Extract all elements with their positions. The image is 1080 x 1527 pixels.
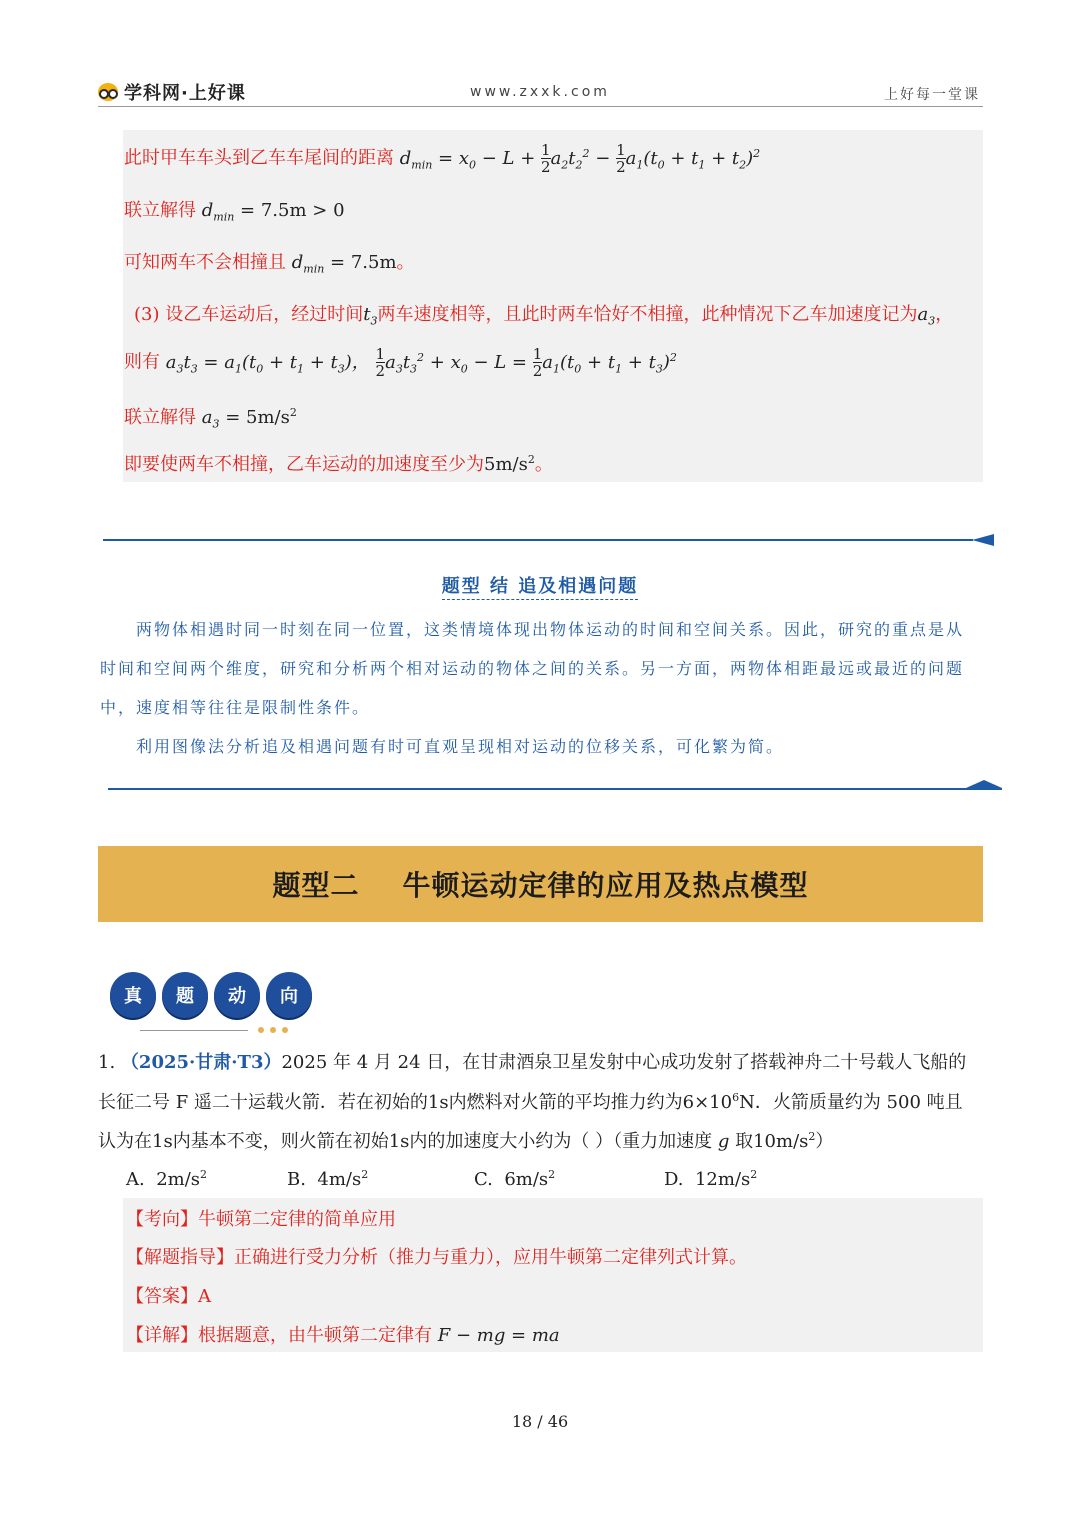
solution-text: 则有 bbox=[124, 351, 160, 373]
owl-logo-icon bbox=[98, 83, 118, 101]
logo bbox=[98, 80, 246, 104]
solution-line-7: 即要使两车不相撞，乙车运动的加速度至少为$5m/s^2$。 bbox=[124, 453, 553, 475]
thrust-unit: N bbox=[739, 1092, 755, 1113]
option-d[interactable]: D. $12m/s^2$ bbox=[664, 1168, 758, 1190]
fraction-half: $\frac{1}{2}$ bbox=[532, 345, 543, 380]
header-divider bbox=[98, 106, 983, 107]
solution-text: 可知两车不会相撞且 bbox=[124, 252, 286, 273]
thrust-value: 6×10 bbox=[682, 1092, 733, 1113]
punctuation: ， bbox=[935, 304, 954, 325]
summary-paragraph-2: 利用图像法分析追及相遇问题有时可直观呈现相对运动的位移关系，可化繁为简。 bbox=[136, 737, 785, 756]
question-line-2 bbox=[98, 1088, 988, 1114]
formula-dmin: $d_{min} = x_0 - L$ + bbox=[399, 147, 542, 172]
answer-detail bbox=[126, 1321, 560, 1347]
option-value: 2m/s bbox=[156, 1169, 201, 1190]
summary-title bbox=[0, 572, 1080, 598]
answer-guidance: 【解题指导】正确进行受力分析（推力与重力），应用牛顿第二定律列式计算。 bbox=[126, 1247, 747, 1268]
question-line-1 bbox=[98, 1048, 988, 1074]
page-number: 18 / 46 bbox=[511, 1412, 569, 1431]
punctuation: ） bbox=[815, 1131, 834, 1152]
solution-line-2 bbox=[124, 196, 345, 224]
thrust-exponent: 6 bbox=[732, 1091, 740, 1104]
solution-line-3 bbox=[124, 248, 415, 276]
solution-text: 此时甲车车头到乙车车尾间的距离 bbox=[124, 147, 394, 169]
header-slogan: 上好每一堂课 bbox=[884, 87, 980, 103]
formula-part: $a_3t_3^2 + x_0 - L$ = bbox=[385, 350, 533, 376]
solution-text: 联立解得 bbox=[124, 407, 196, 428]
fraction-half: $\frac{1}{2}$ bbox=[375, 345, 386, 380]
question-text: 长征二号 F 遥二十运载火箭．若在初始的1s内燃料对火箭的平均推力约为 bbox=[98, 1092, 683, 1113]
option-a[interactable]: A. $2m/s^2$ bbox=[126, 1168, 208, 1190]
question-number: 1. bbox=[98, 1052, 116, 1073]
option-value: 12m/s bbox=[694, 1169, 751, 1190]
badge-zhen: 真 bbox=[110, 972, 156, 1018]
fraction-half: $\frac{1}{2}$ bbox=[541, 141, 551, 176]
solution-line-6: 联立解得 $a_3 = 5m/s^2$ bbox=[124, 406, 297, 431]
solution-line-5 bbox=[124, 346, 677, 379]
dots-icon bbox=[258, 1027, 288, 1033]
solution-text: (3) 设乙车运动后，经过时间 bbox=[134, 304, 364, 325]
fraction-half: $\frac{1}{2}$ bbox=[616, 141, 626, 176]
question-text: ．火箭质量约为 500 吨且 bbox=[754, 1092, 963, 1113]
summary-bottom-divider bbox=[108, 788, 1002, 790]
answer-detail-text: 【详解】根据题意，由牛顿第二定律有 bbox=[126, 1325, 432, 1346]
badge-xiang: 向 bbox=[266, 972, 312, 1018]
logo-text: 学科网·上好课 bbox=[124, 83, 246, 104]
site-url: www.zxxk.com bbox=[470, 84, 610, 100]
option-b[interactable]: B. $4m/s^2$ bbox=[287, 1168, 369, 1190]
summary-title-text: 题型 结 追及相遇问题 bbox=[442, 576, 639, 600]
formula-dmin: $d_{min}$ bbox=[291, 252, 325, 276]
formula-value: 5m/s bbox=[484, 454, 528, 475]
formula-part: $a_3t_3 = a_1(t_0 + t_1 + t_3)$， bbox=[165, 351, 370, 376]
formula-part: $a_1(t_0 + t_1 + t_3)^2$ bbox=[542, 350, 677, 376]
question-source: （2025·甘肃·T3） bbox=[120, 1052, 282, 1073]
formula-dmin: $d_{min}$ bbox=[201, 200, 235, 224]
section-banner bbox=[98, 846, 983, 922]
var-a3: $a_3$ bbox=[201, 407, 220, 431]
var-g: g bbox=[717, 1131, 730, 1152]
answer-kaoxiang: 【考向】牛顿第二定律的简单应用 bbox=[126, 1209, 396, 1230]
punctuation: 。 bbox=[534, 454, 553, 475]
badge-underline bbox=[140, 1030, 248, 1031]
question-text: 2025 年 4 月 24 日，在甘肃酒泉卫星发射中心成功发射了搭载神舟二十号载人飞船的 bbox=[281, 1052, 967, 1073]
question-text: 认为在1s内基本不变，则火箭在初始1s内的加速度大小约为（ ）（重力加速度 bbox=[98, 1131, 713, 1152]
option-value: 6m/s bbox=[504, 1169, 549, 1190]
option-c[interactable]: C. $6m/s^2$ bbox=[474, 1168, 556, 1190]
option-label: A. bbox=[126, 1169, 145, 1190]
option-label: C. bbox=[474, 1169, 493, 1190]
section-banner-title: 题型二 牛顿运动定律的应用及热点模型 bbox=[272, 869, 809, 902]
option-label: B. bbox=[287, 1169, 306, 1190]
formula-value: = 7.5m bbox=[330, 252, 397, 273]
formula-part: $a_2t_2^2$ − bbox=[550, 146, 617, 172]
var-t3: $t_3$ bbox=[363, 304, 378, 328]
zhenti-dongxiang-badges bbox=[110, 972, 312, 1018]
solution-line-4 bbox=[134, 300, 953, 328]
option-value: 4m/s bbox=[317, 1169, 362, 1190]
var-a3: $a_3$ bbox=[917, 304, 936, 328]
formula-value: = 5m/s bbox=[225, 407, 290, 428]
badge-dong: 动 bbox=[214, 972, 260, 1018]
arrow-up-icon bbox=[966, 780, 1002, 788]
solution-text: 即要使两车不相撞，乙车运动的加速度至少为 bbox=[124, 454, 484, 475]
newton-second-law-formula: F − mg = ma bbox=[437, 1325, 560, 1346]
summary-top-divider bbox=[103, 539, 973, 541]
solution-line-1 bbox=[124, 142, 760, 175]
answer-key: 【答案】A bbox=[126, 1286, 211, 1307]
question-text: 取10m/s bbox=[735, 1131, 809, 1152]
question-line-3: 认为在1s内基本不变，则火箭在初始1s内的加速度大小约为（ ）（重力加速度 g 取$10m/s^2$） bbox=[98, 1130, 834, 1152]
option-label: D. bbox=[664, 1169, 684, 1190]
solution-text: 两车速度相等，且此时两车恰好不相撞，此种情况下乙车加速度记为 bbox=[377, 304, 918, 325]
formula-part: $a_1(t_0 + t_1 + t_2)^2$ bbox=[625, 146, 761, 172]
punctuation: 。 bbox=[396, 252, 415, 273]
arrow-left-icon bbox=[972, 534, 994, 546]
summary-paragraph-1: 两物体相遇时同一时刻在同一位置，这类情境体现出物体运动的时间和空间关系。因此，研究的重点是从时间和空间两个维度，研究和分析两个相对运动的物体之间的关系。另一方面，两物体相距最远或最近的问题中，速度相等往往是限制性条件。 bbox=[100, 620, 965, 717]
formula-value: = 7.5m > 0 bbox=[240, 200, 345, 221]
badge-ti: 题 bbox=[162, 972, 208, 1018]
page-header bbox=[0, 0, 1080, 110]
solution-text: 联立解得 bbox=[124, 200, 196, 221]
